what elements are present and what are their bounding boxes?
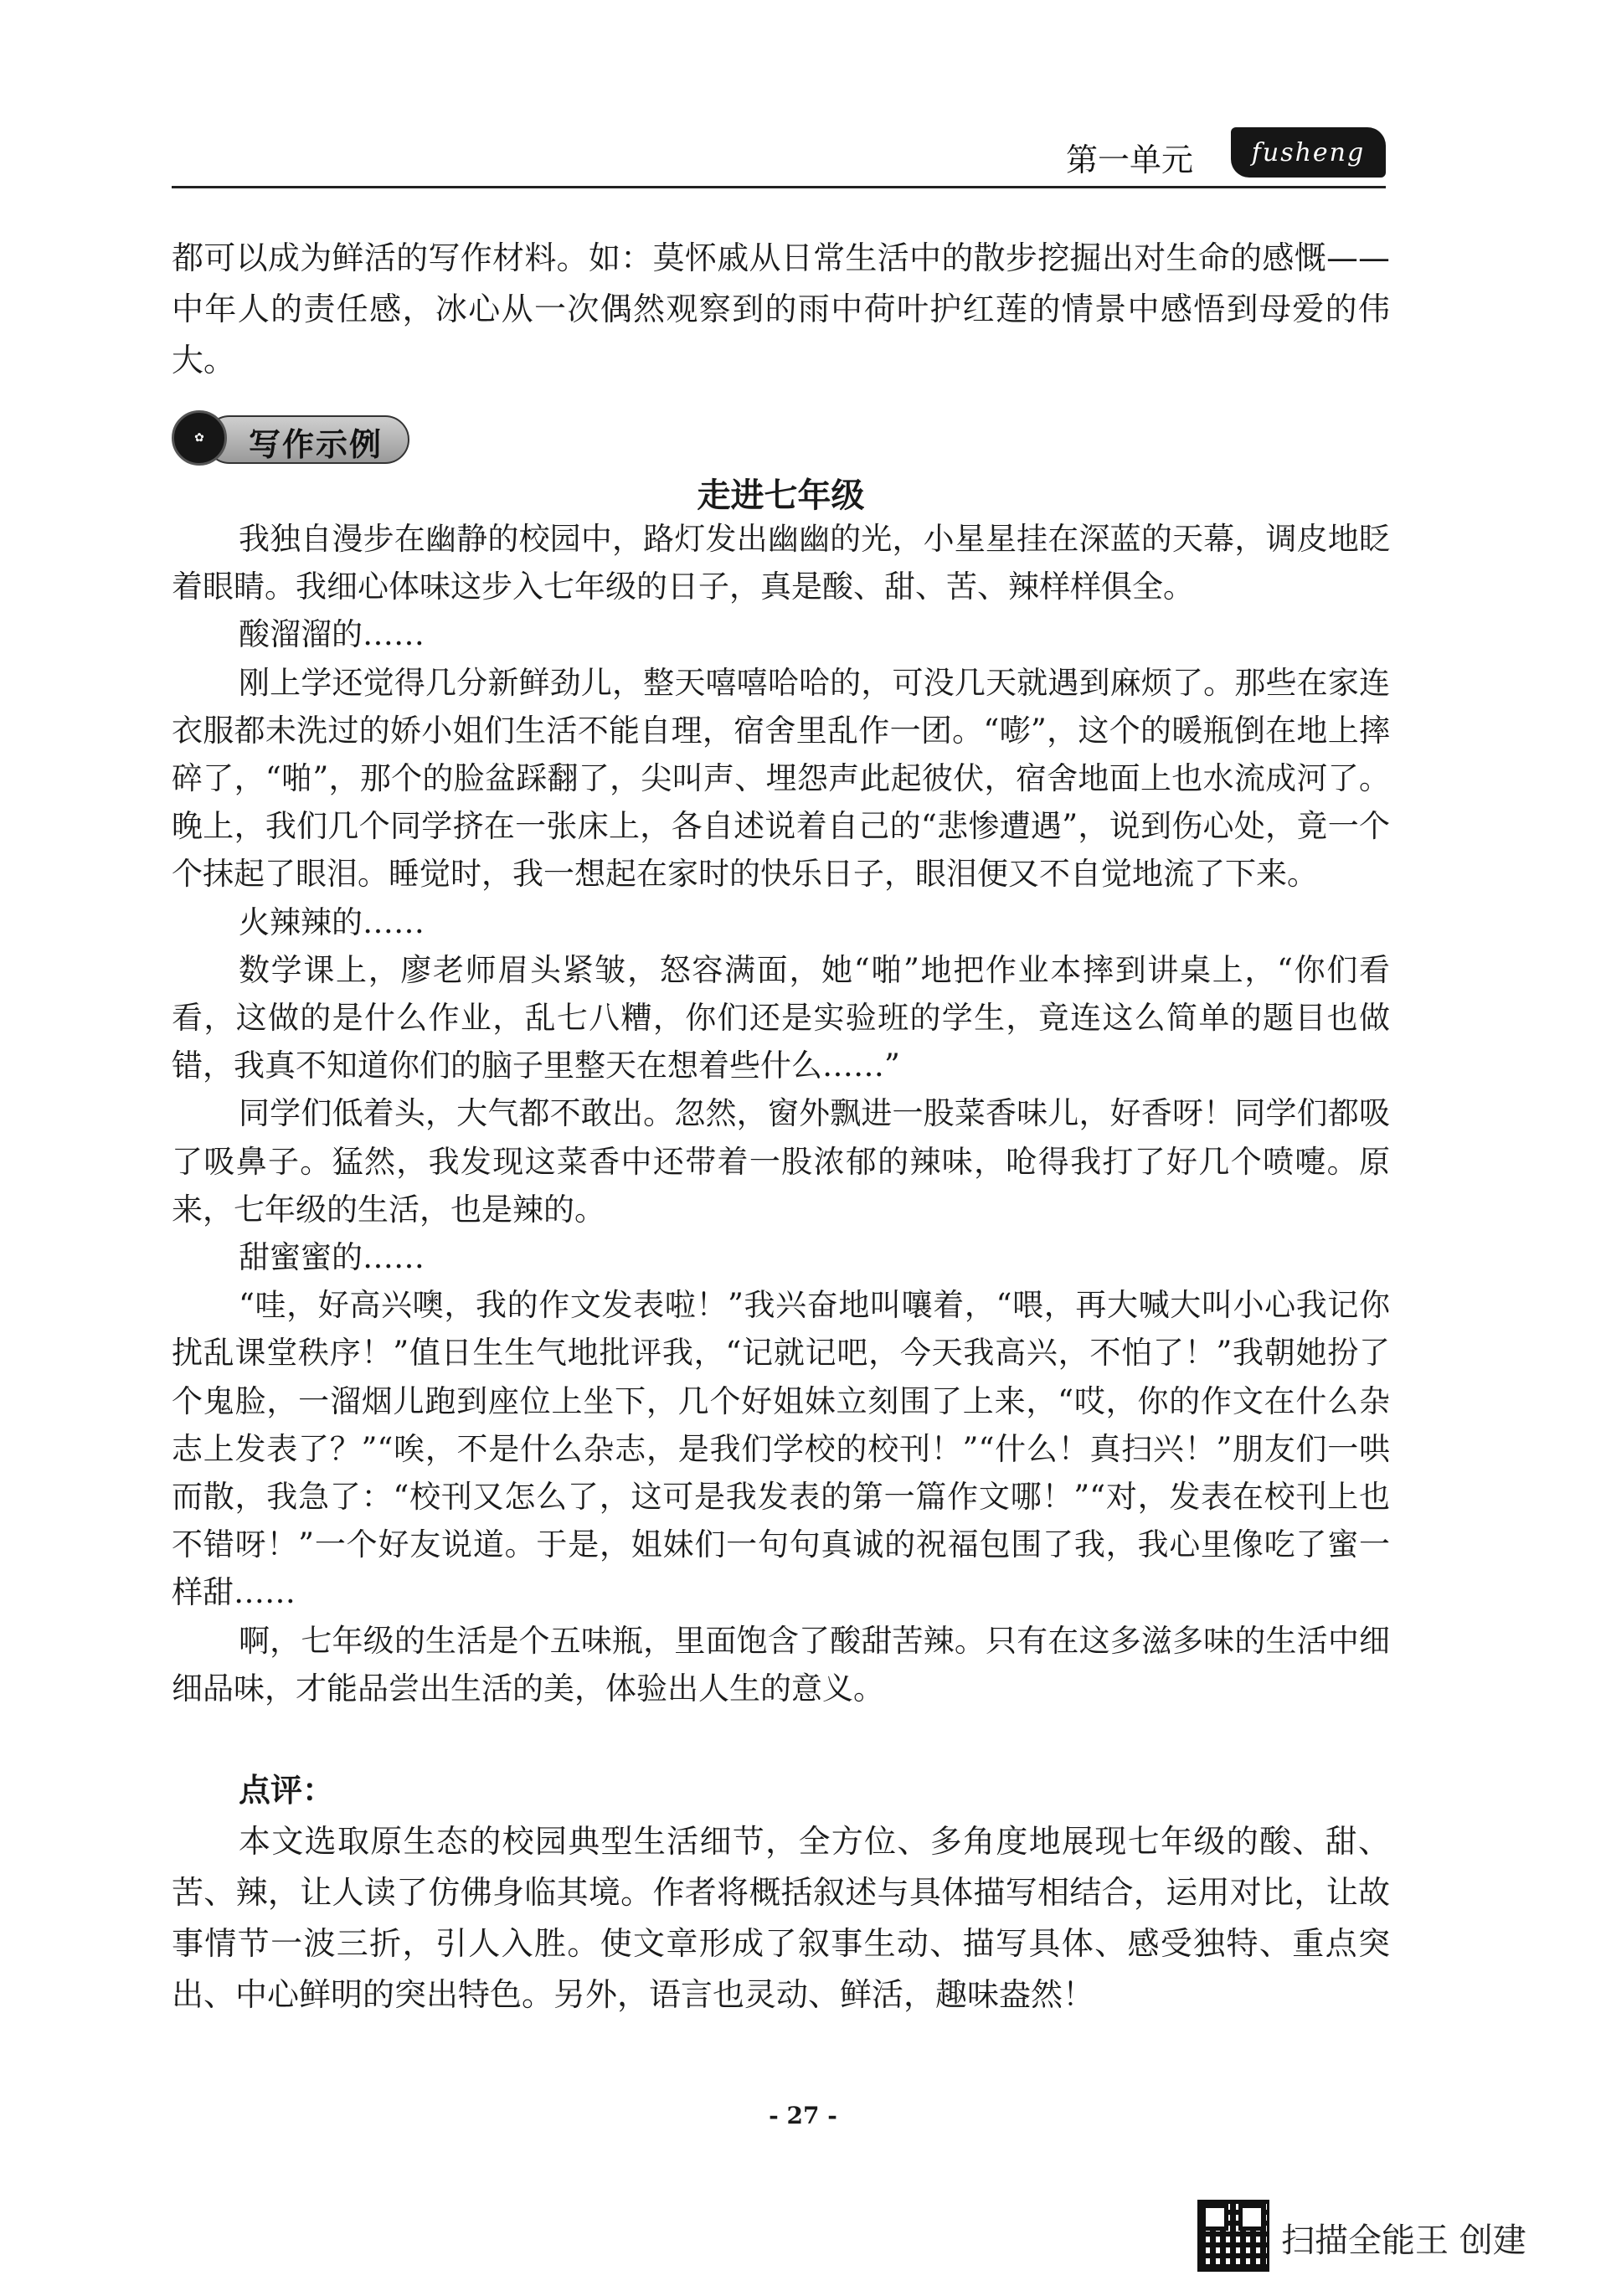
essay-paragraph: 同学们低着头，大气都不敢出。忽然，窗外飘进一股菜香味儿，好香呀！同学们都吸了吸鼻子。猛然，我发现这菜香中还带着一股浓郁的辣味，呛得我打了好几个喷嚏。原来，七年级的生活，也是辣的。 — [172, 1095, 1390, 1228]
essay-subheading: 酸溜溜的…… — [239, 616, 425, 653]
intro-paragraph: 都可以成为鲜活的写作材料。如：莫怀戚从日常生活中的散步挖掘出对生命的感慨——中年人的责任感，冰心从一次偶然观察到的雨中荷叶护红莲的情景中感悟到母爱的伟大。 — [172, 239, 1390, 378]
section-badge-logo-icon: ✿ — [172, 410, 227, 466]
series-logo-badge — [1231, 127, 1386, 178]
essay-paragraph: 刚上学还觉得几分新鲜劲儿，整天嘻嘻哈哈的，可没几天就遇到麻烦了。那些在家连衣服都未洗过的娇小姐们生活不能自理，宿舍里乱作一团。“嘭”，这个的暖瓶倒在地上摔碎了，“啪”，那个的脸盆踩翻了，尖叫声、埋怨声此起彼伏，宿舍地面上也水流成河了。晚上，我们几个同学挤在一张床上，各自述说着自己的“悲惨遭遇”，说到伤心处，竟一个个抹起了眼泪。睡觉时，我一想起在家时的快乐日子，眼泪便又不自觉地流了下来。 — [172, 664, 1390, 893]
comment-heading: 点评： — [239, 1772, 335, 1809]
page-number: - 27 - — [769, 2102, 837, 2129]
essay-body — [172, 515, 1390, 1712]
unit-title: 第一单元 — [1065, 142, 1193, 178]
essay-title: 走进七年级 — [697, 476, 865, 515]
series-logo-text: fusheng — [1251, 137, 1366, 167]
essay-subheading: 甜蜜蜜的…… — [239, 1239, 425, 1276]
essay-paragraph: 数学课上，廖老师眉头紧皱，怒容满面，她“啪”地把作业本摔到讲桌上，“你们看看，这做的是什么作业，乱七八糟，你们还是实验班的学生，竟连这么简单的题目也做错，我真不知道你们的脑子里整天在想着些什么……” — [172, 951, 1390, 1084]
header-divider — [172, 186, 1386, 188]
watermark-text: 扫描全能王 创建 — [1281, 2221, 1526, 2260]
section-badge-label: 写作示例 — [249, 426, 383, 463]
essay-subheading: 火辣辣的…… — [239, 903, 425, 940]
essay-paragraph: 啊，七年级的生活是个五味瓶，里面饱含了酸甜苦辣。只有在这多滋多味的生活中细细品味，才能品尝出生活的美，体验出人生的意义。 — [172, 1622, 1390, 1707]
comment-section — [172, 1765, 1390, 2021]
comment-paragraph: 本文选取原生态的校园典型生活细节，全方位、多角度地展现七年级的酸、甜、苦、辣，让人读了仿佛身临其境。作者将概括叙述与具体描写相结合，运用对比，让故事情节一波三折，引人入胜。使文章形成了叙事生动、描写具体、感受独特、重点突出、中心鲜明的突出特色。另外，语言也灵动、鲜活，趣味盎然！ — [172, 1823, 1390, 2013]
intro-section — [172, 233, 1390, 386]
qr-code-icon — [1197, 2200, 1269, 2272]
page-header — [172, 117, 1386, 186]
scanner-watermark — [1197, 2196, 1557, 2279]
essay-paragraph: 我独自漫步在幽静的校园中，路灯发出幽幽的光，小星星挂在深蓝的天幕，调皮地眨着眼睛。我细心体味这步入七年级的日子，真是酸、甜、苦、辣样样俱全。 — [172, 521, 1390, 605]
section-badge-writing-example — [172, 410, 410, 466]
essay-paragraph: “哇，好高兴噢，我的作文发表啦！”我兴奋地叫嚷着，“喂，再大喊大叫小心我记你扰乱课堂秩序！”值日生生气地批评我，“记就记吧，今天我高兴，不怕了！”我朝她扮了个鬼脸，一溜烟儿跑到座位上坐下，几个好姐妹立刻围了上来，“哎，你的作文在什么杂志上发表了？”“唉，不是什么杂志，是我们学校的校刊！”“什么！真扫兴！”朋友们一哄而散，我急了：“校刊又怎么了，这可是我发表的第一篇作文哪！”“对，发表在校刊上也不错呀！”一个好友说道。于是，姐妹们一句句真诚的祝福包围了我，我心里像吃了蜜一样甜…… — [172, 1287, 1390, 1611]
